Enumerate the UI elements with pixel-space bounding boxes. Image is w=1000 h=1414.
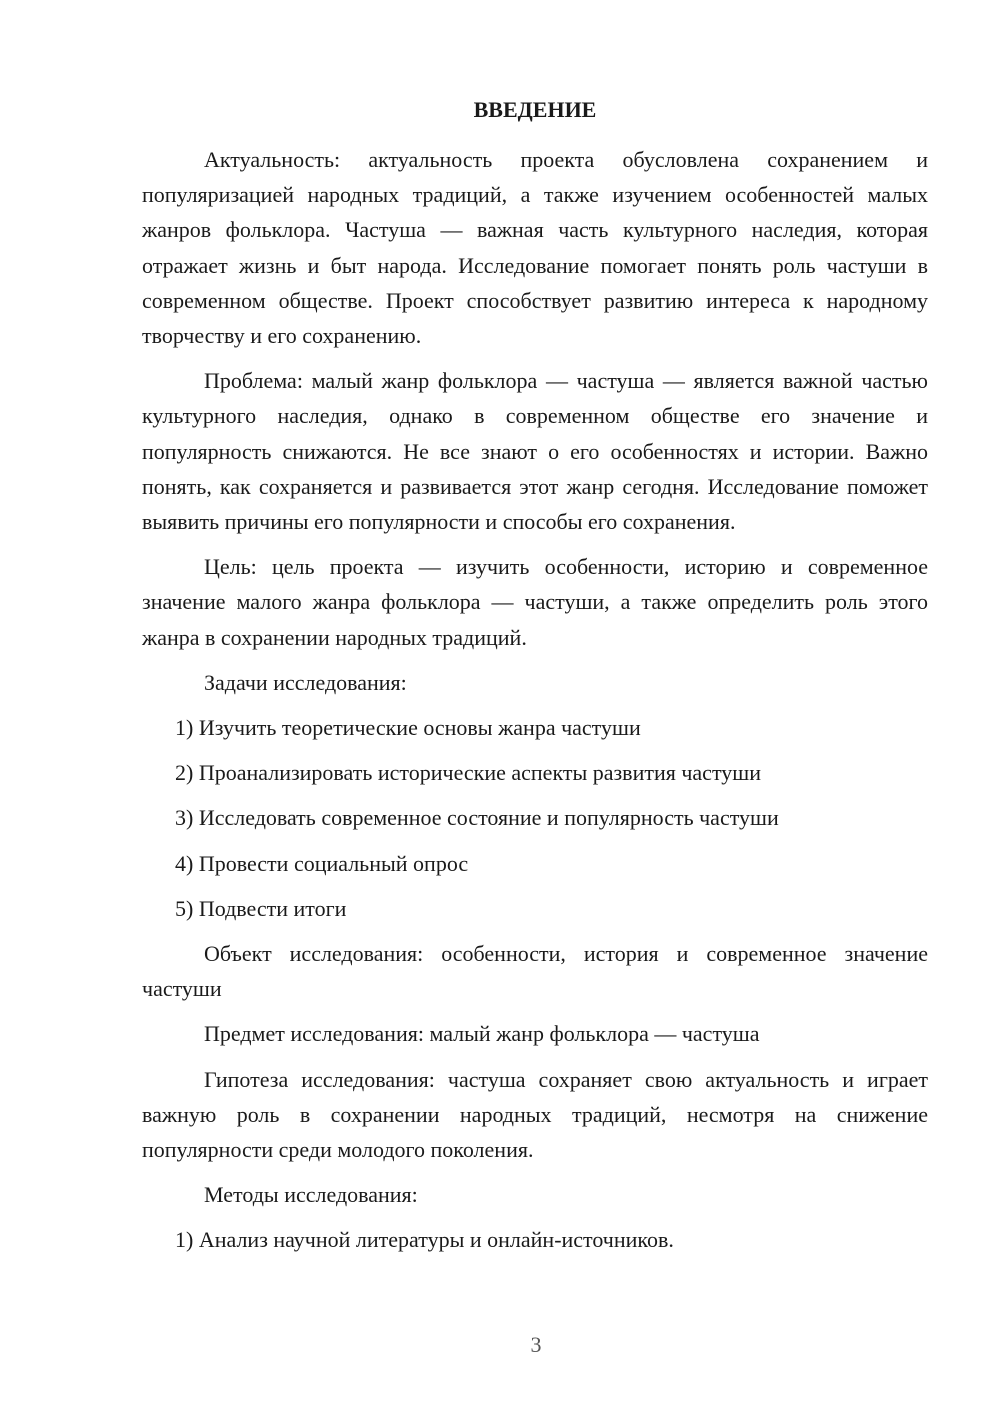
list-item: 1) Анализ научной литературы и онлайн-источников. — [175, 1227, 674, 1253]
list-item: 4) Провести социальный опрос — [175, 850, 469, 876]
section-title: ВВЕДЕНИЕ — [473, 97, 597, 122]
methods-heading: Методы исследования: — [204, 1182, 418, 1208]
tasks-list — [142, 710, 928, 926]
list-item: 5) Подвести итоги — [175, 895, 347, 921]
tasks-heading: Задачи исследования: — [204, 669, 407, 695]
object-paragraph: Объект исследования: особенности, история и современное значение частуши — [142, 941, 928, 1002]
hypothesis-paragraph: Гипотеза исследования: частуша сохраняет свою актуальность и играет важную роль в сохранении народных традиций, несмотря на снижение популярности среди молодого поколения. — [142, 1066, 928, 1163]
goal-paragraph: Цель: цель проекта — изучить особенности, историю и современное значение малого жанра фольклора — частуши, а также определить роль этого жанра в сохранении народных традиций. — [142, 554, 928, 650]
problem-paragraph: Проблема: малый жанр фольклора — частуша — является важной частью культурного наследия, однако в современном обществе его значение и популярность снижаются. Не все знают о его особенностях и истории. Важно понять, как сохраняется и развивается этот жанр сегодня. Исследование поможет выявить причины его популярности и способы его сохранения. — [142, 368, 928, 535]
page-number: 3 — [530, 1332, 542, 1357]
relevance-paragraph: Актуальность: актуальность проекта обусловлена сохранением и популяризацией народных традиций, а также изучением особенностей малых жанров фольклора. Частуша — важная часть культурного наследия, которая отражает жизнь и быт народа. Исследование помогает понять роль частуши в современном обществе. Проект способствует развитию интереса к народному творчеству и его сохранению. — [142, 147, 928, 349]
methods-list — [142, 1222, 928, 1257]
list-item: 2) Проанализировать исторические аспекты развития частуши — [175, 760, 761, 786]
page-content — [142, 92, 928, 1268]
subject-paragraph: Предмет исследования: малый жанр фольклора — частуша — [204, 1021, 760, 1047]
list-item: 3) Исследовать современное состояние и популярность частуши — [175, 805, 779, 831]
list-item: 1) Изучить теоретические основы жанра частуши — [175, 715, 641, 741]
